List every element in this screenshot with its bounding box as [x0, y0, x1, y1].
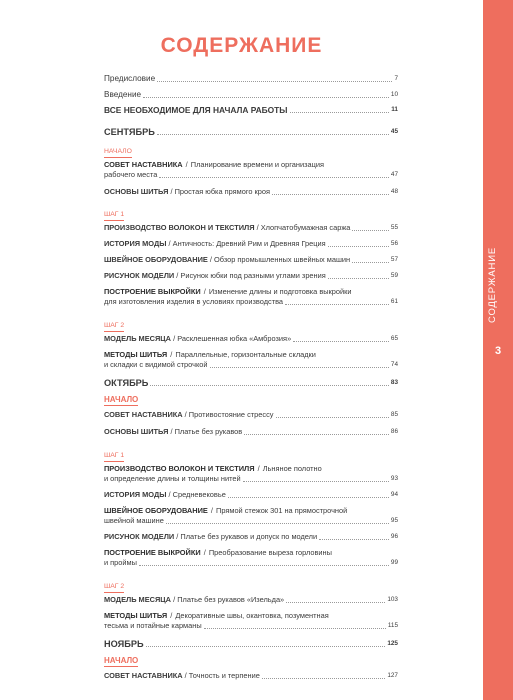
toc-entry[interactable]: СОВЕТ НАСТАВНИКА / Планирование времени и организация рабочего места 47 — [104, 160, 398, 179]
step-label: ШАГ 2 — [104, 321, 124, 332]
toc-entry[interactable]: ПОСТРОЕНИЕ ВЫКРОЙКИ / Преобразование выреза горловины и проймы 99 — [104, 548, 398, 567]
toc-entry[interactable]: СОВЕТ НАСТАВНИКА / Точность и терпение 127 — [104, 671, 398, 680]
toc-entry[interactable]: РИСУНОК МОДЕЛИ / Платье без рукавов и допуск по модели 96 — [104, 532, 398, 541]
toc-entry[interactable]: ШВЕЙНОЕ ОБОРУДОВАНИЕ / Прямой стежок 301 на прямострочной швейной машине 95 — [104, 506, 398, 525]
side-tab-label: СОДЕРЖАНИЕ — [487, 247, 498, 323]
page-title: СОДЕРЖАНИЕ — [160, 34, 323, 57]
toc-entry[interactable]: ОСНОВЫ ШИТЬЯ / Простая юбка прямого кроя 48 — [104, 187, 398, 196]
toc-month-november[interactable]: НОЯБРЬ 125 — [104, 639, 398, 649]
step-label: ШАГ 1 — [104, 210, 124, 221]
step-label: НАЧАЛО — [104, 147, 132, 158]
toc-entry[interactable]: МЕТОДЫ ШИТЬЯ / Декоративные швы, окантовка, позументная тесьма и потайные карманы 115 — [104, 611, 398, 630]
step-label: ШАГ 1 — [104, 451, 124, 462]
toc-essentials[interactable]: ВСЕ НЕОБХОДИМОЕ ДЛЯ НАЧАЛА РАБОТЫ 11 — [104, 105, 398, 115]
toc-entry[interactable]: ПРОИЗВОДСТВО ВОЛОКОН И ТЕКСТИЛЯ / Хлопчатобумажная саржа 55 — [104, 223, 398, 232]
step-label: НАЧАЛО — [104, 656, 139, 665]
page-number: 3 — [494, 345, 502, 357]
toc-entry[interactable]: МОДЕЛЬ МЕСЯЦА / Платье без рукавов «Изельда» 103 — [104, 595, 398, 604]
toc-entry[interactable]: ПОСТРОЕНИЕ ВЫКРОЙКИ / Изменение длины и подготовка выкройки для изготовления изделия в условиях производства 61 — [104, 287, 398, 306]
toc-entry[interactable]: МЕТОДЫ ШИТЬЯ / Параллельные, горизонтальные складки и складки с видимой строчкой 74 — [104, 350, 398, 369]
toc-entry[interactable]: ОСНОВЫ ШИТЬЯ / Платье без рукавов 86 — [104, 427, 398, 436]
toc-month-october[interactable]: ОКТЯБРЬ 83 — [104, 378, 398, 388]
toc-entry[interactable]: ИСТОРИЯ МОДЫ / Средневековье 94 — [104, 490, 398, 499]
step-label: НАЧАЛО — [104, 395, 139, 404]
toc-entry[interactable]: ПРОИЗВОДСТВО ВОЛОКОН И ТЕКСТИЛЯ / Льняное полотно и определение длины и толщины нитей 93 — [104, 464, 398, 483]
table-of-contents — [104, 69, 398, 681]
toc-entry[interactable]: МОДЕЛЬ МЕСЯЦА / Расклешенная юбка «Амброзия» 65 — [104, 334, 398, 343]
toc-entry[interactable]: ШВЕЙНОЕ ОБОРУДОВАНИЕ / Обзор промышленных швейных машин 57 — [104, 255, 398, 264]
toc-preface[interactable]: Предисловие 7 — [104, 74, 398, 83]
side-tab — [483, 0, 513, 700]
toc-month-september[interactable]: СЕНТЯБРЬ 45 — [104, 127, 398, 137]
step-label: ШАГ 2 — [104, 582, 124, 593]
toc-entry[interactable]: ИСТОРИЯ МОДЫ / Античность: Древний Рим и Древняя Греция 56 — [104, 239, 398, 248]
toc-entry[interactable]: СОВЕТ НАСТАВНИКА / Противостояние стрессу 85 — [104, 410, 398, 419]
toc-intro[interactable]: Введение 10 — [104, 90, 398, 99]
toc-entry[interactable]: РИСУНОК МОДЕЛИ / Рисунок юбки под разными углами зрения 59 — [104, 271, 398, 280]
